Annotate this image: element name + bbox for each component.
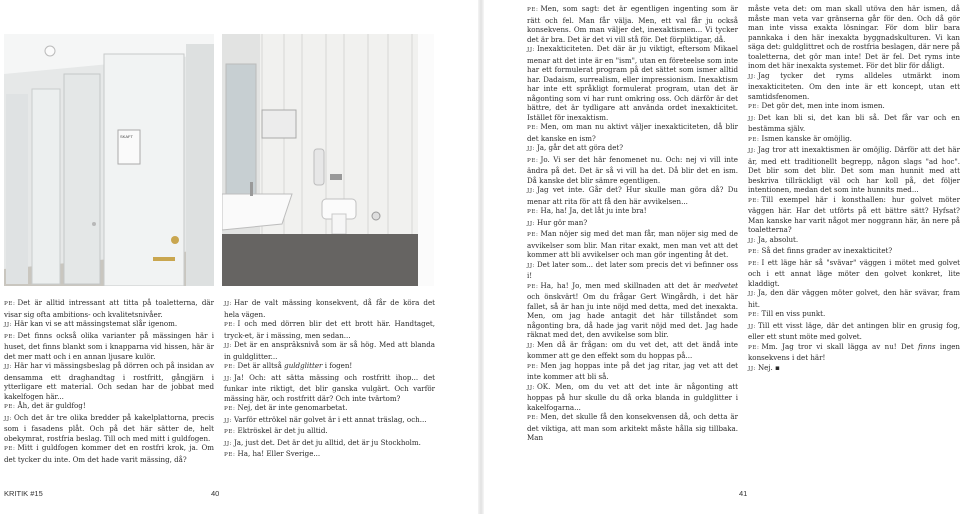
dialogue-line: PE: Ismen kanske är omöjlig. [748,133,852,143]
dialogue-line: PE: Det gör det, men inte inom ismen. [748,101,885,110]
dialogue-line: JJ: Till ett visst läge, där det antingen blir en grusig fog, eller ett stunt möte med golvet. [748,320,960,341]
dialogue-line: JJ: Inexakticiteten. Det där är ju viktigt, eftersom Mikael menar att det inte är en "ism", utan en företeelse som inte har ett formulerat program på det sättet som ismer alltid har. Dadaism, surrealism, eller impressionism. Inexaktism har inte ett språkligt formulerat program, utan det är någonting som vi har runt omkring oss. Och därför är det bättre, det är tydligare att använda ordet inexakticitet. Istället för inexaktism. [527,44,738,122]
dialogue-line: JJ: Ja, absolut. [748,234,799,244]
dialogue-line: PE: Till exempel här i konsthallen: hur golvet möter väggen här. Har det utförts på ett bättre sätt? Hyfsat? Man kanske har varit något mer noggrann här, än nere på toaletterna? [748,194,960,234]
dialogue-line: JJ: Hur gör man? [527,217,588,227]
dialogue-line: JJ: Jag tycker det ryms alldeles utmärkt inom inexakticiteten. Om den inte är ett koncept, utan ett samtidsfenomen. [748,70,960,101]
dialogue-line: PE: Det är alltid intressant att titta på toaletterna, där visar sig ofta ambitions- och kvalitetsnivåer. [4,298,214,319]
restroom-illustration [222,34,434,286]
dialogue-line: JJ: Ja, just det. Det är det ju alltid, det är ju Stockholm. [224,437,421,447]
dialogue-line: PE: Så det finns grader av inexakticitet? [748,246,893,255]
door-sign-text: SKAFT [120,134,133,139]
page-number-left: 40 [211,489,220,498]
dialogue-line: JJ: Ja, går det att göra det? [527,143,624,152]
page-number-right: 41 [739,489,748,498]
dialogue-line: PE: I ett läge här så "svävar" väggen i mötet med golvet och i ett annat läge möter den golvet konkret, lite kladdigt. [748,257,960,288]
dialogue-line: JJ: Ja, den där väggen möter golvet, den här svävar, fram hit. [748,288,960,309]
dialogue-line: PE: I och med dörren blir det ett brott här. Handtaget, tryck-et, är i mässing, men sedan... [224,319,435,340]
dialogue-line: JJ: Och det är tre olika bredder på kakelplattorna, precis som i fasadens plåt. Och på det här sätter de, helt obekymrat, rostfria beslag. Till och med mitt i guldfogen. [4,412,214,443]
page-gutter [478,0,484,514]
dialogue-line: JJ: Jag tror att inexaktismen är omöjlig. Därför att det här är, med ett traditionellt begrepp, någon slags "ad hoc". Det blir som det blir. Det som man hunnit med att beskriva tillräckligt väl och har koll på, det följer intentionen, medan det som inte hunnits med... [748,145,960,194]
dialogue-line: JJ: Här har vi mässingsbeslag på dörren och på insidan av densamma ett draghandtag i rostfritt, gångjärn i ytterligare ett material. Och sedan har de jobbat med kakelfogen här... [4,361,214,401]
text-column-1 [4,298,214,464]
dialogue-line: PE: Men, som sagt: det är egentligen ingenting som är rätt och fel. Man får välja. Men, ett val får ju också konsekvens. Om man väljer det, inexaktismen... Vi tycker det är bra. Det är det vi vill stå för. Det förpliktigar, då. [527,4,738,44]
dialogue-line: JJ: Det är en ansprâksnivå som är så hög. Med att blanda in guldglitter... [224,340,435,361]
text-column-2 [224,298,435,461]
dialogue-line: JJ: Här kan vi se att mässingstemat slår igenom. [4,319,178,328]
dialogue-line: JJ: Det kan bli si, det kan bli så. Det får var och en bestämma själv. [748,112,960,133]
dialogue-line: PE: Ha, ha! Eller Sverige... [224,449,321,458]
dialogue-line: PE: Ektröskel är det ju alltid. [224,426,328,435]
dialogue-line: JJ: Har de valt mässing konsekvent, då får de köra det hela vägen. [224,298,435,319]
dialogue-line: JJ: Ja! Och: att sätta mässing och rostfritt ihop... det funkar inte riktigt, det blir ganska vulgärt. Och varför mässing här, och rostfritt där? Och inte tvärtom? [224,372,435,403]
photo-corridor-doors [4,34,214,286]
dialogue-line: PE: Ha, ha! Ja, det låt ju inte bra! [527,206,647,215]
dialogue-line: PE: Nej, det är inte genomarbetat. [224,403,348,412]
dialogue-line: PE: Det finns också olika varianter på mässingen här i huset, det finns blankt som i knapparna vid hissen, här är det mer matt och i en annan ljusare kulör. [4,330,214,361]
dialogue-line: PE: Men, det skulle få den konsekvensen då, och detta är det viktiga, att man som arkitekt måste hålla sig tillbaka. Man [527,412,738,442]
magazine-issue-label: KRITIK #15 [4,489,43,498]
dialogue-line: PE: Till en viss punkt. [748,309,826,318]
dialogue-line: JJ: Nej. ▪ [748,362,780,372]
dialogue-line: JJ: OK. Men, om du vet att det inte är någonting att hoppas på hur skulle du då orka blanda in guldglitter i kakelfogarna... [527,381,738,412]
dialogue-line: PE: Mm. Jag tror vi skall lägga av nu! Det finns ingen konsekvens i det här! [748,341,960,362]
dialogue-line: PE: Man nöjer sig med det man får, man nöjer sig med de avvikelser som blir. Man ritar exakt, men man vet att det kommer att bli avvikelser och man gör ingenting åt det. [527,229,738,259]
dialogue-line: PE: Åh, det är guldfog! [4,401,86,410]
dialogue-line: PE: Mitt i guldfogen kommer det en rostfri krok, ja. Om det tycker du inte. Om det hade varit mässing, då? [4,443,214,464]
text-column-3 [527,4,738,443]
corridor-illustration [4,34,214,286]
dialogue-line: måste veta det: om man skall utöva den här ismen, då måste man veta var gränserna går för den. Och då gör man inte vissa exakta lösningar. För dom blir bara pannkaka i den här inexakta byggnadskulturen. Vi kan säga det: guldglittret och de rostfria beslagen, där nere på toaletterna, det gör man inte! Det är fel. Det ryms inte inom det här inexakta systemet. För det blir för dåligt. [748,4,960,70]
dialogue-line: JJ: Jag vet inte. Går det? Hur skulle man göra då? Du menar att rita för att få den här avvikelsen... [527,185,738,206]
dialogue-line: PE: Det är alltså guldglitter i fogen! [224,361,353,370]
dialogue-line: JJ: Men då är frågan: om du vet det, att det ändå inte kommer att ge den effekt som du hoppas på... [527,339,738,360]
dialogue-line: PE: Men, om man nu aktivt väljer inexakticiteten, då blir det kanske en ism? [527,122,738,143]
dialogue-line: PE: Ha, ha! Jo, men med skillnaden att det är medvetet och önskvärt! Om du frågar Gert Wingårdh, i det här fallet, så är han ju inte nöjd med detta, med det inexakta. Men, om jag hade antagit det här tillståndet som någonting bra, då hade jag varit nöjd med det. Jag hade räknat med det, den avvikelse som blir. [527,280,738,339]
dialogue-line: JJ: Det later som... det later som precis det vi befinner oss i! [527,259,738,280]
dialogue-line: JJ: Varför ettrökel när golvet är i ett annat träslag, och... [224,414,427,424]
dialogue-line: PE: Men jag hoppas inte på det jag ritar, jag vet att det inte kommer att bli så. [527,360,738,381]
text-column-4 [748,4,960,374]
dialogue-line: PE: Jo. Vi ser det här fenomenet nu. Och: nej vi vill inte ändra på det. Det är så vi vill ha det. Då blir det en ism. Då kanske det blir sämre egentligen. [527,154,738,185]
photo-restroom [222,34,434,286]
